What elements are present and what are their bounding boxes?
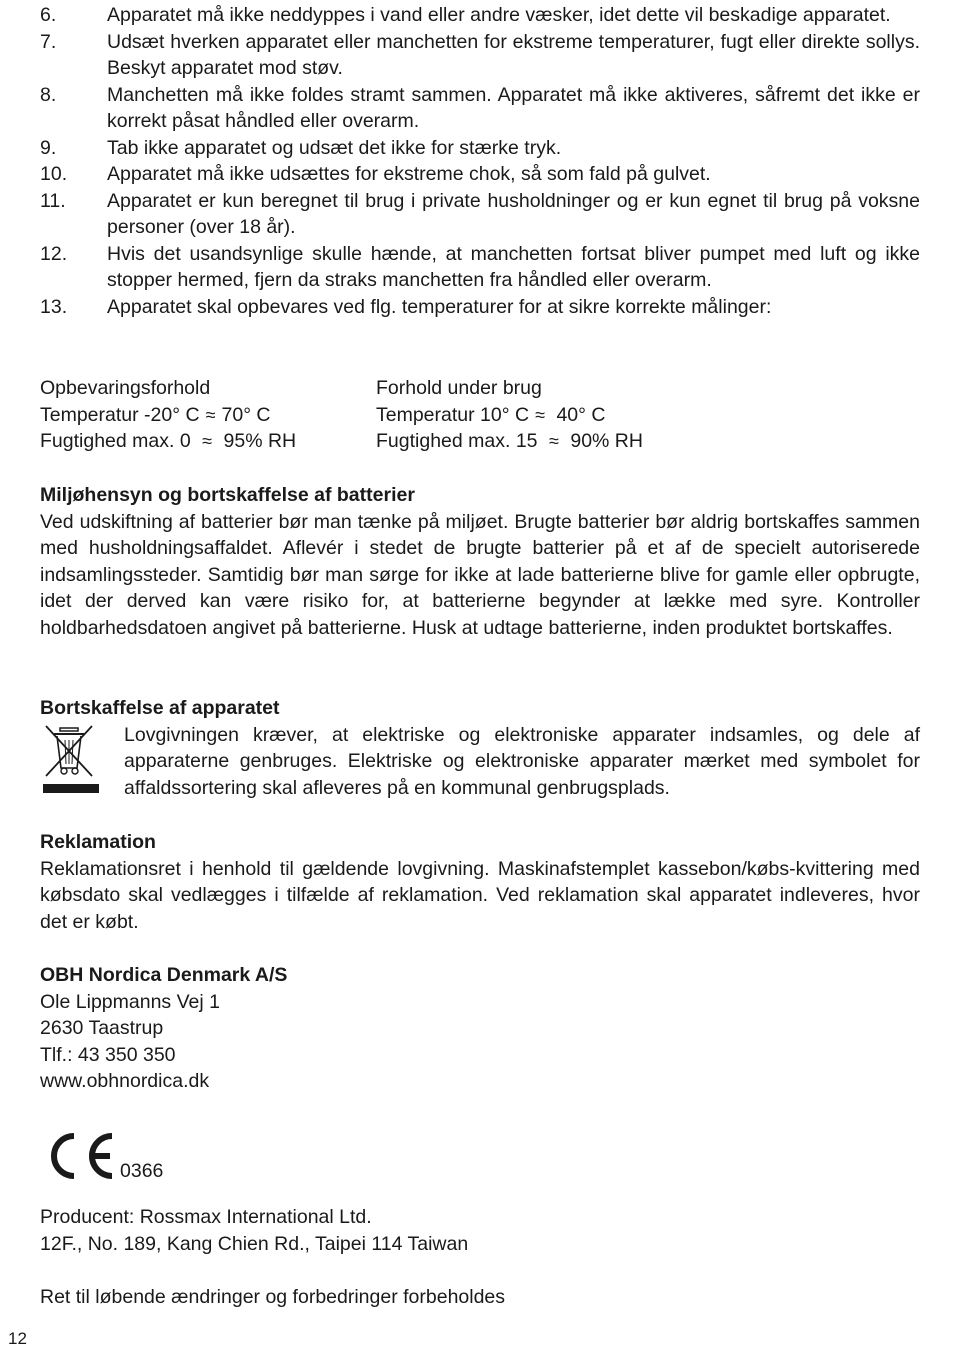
producer-address: 12F., No. 189, Kang Chien Rd., Taipei 114 Taiwan [40, 1232, 469, 1255]
list-item-number: 6. [40, 4, 57, 26]
approx-symbol: ≈ [205, 404, 216, 425]
complaint-text: Reklamationsret i henhold til gældende lovgivning. Maskinafstemplet kassebon/købs-kvittering med købsdato skal vedlægges i tilfælde af reklamation. Ved reklamation skal apparatet indleveres, hvor det er købt. [40, 857, 920, 933]
producer-info [40, 1204, 920, 1257]
operating-temperature [376, 402, 643, 429]
list-item-number: 13. [40, 295, 68, 318]
operating-title: Forhold under brug [376, 377, 542, 399]
list-item [40, 82, 920, 135]
list-item-text: Apparatet er kun beregnet til brug i private husholdninger og er kun egnet til brug på voksne personer (over 18 år). [107, 189, 920, 238]
list-item-text: Hvis det usandsynlige skulle hænde, at manchetten fortsat bliver pumpet med luft og ikke stopper hermed, fjern da straks manchetten fra håndled eller overarm. [107, 242, 920, 291]
approx-symbol: ≈ [535, 404, 545, 425]
list-item [40, 294, 920, 321]
list-item-number: 12. [40, 242, 68, 265]
storage-temp-min: Temperatur -20° C [40, 403, 200, 426]
list-item [40, 241, 920, 294]
disposal-text: Lovgivningen kræver, at elektriske og elektroniske apparater indsamles, og dele af apparaterne genbruges. Elektriske og elektroniske apparater mærket med symbolet for affaldssortering skal afleveres på en kommunal genbrugsplads. [124, 723, 920, 799]
storage-conditions-column [40, 375, 296, 455]
environment-heading: Miljøhensyn og bortskaffelse af batterier [40, 484, 415, 506]
operating-temp-max: 40° C [556, 403, 606, 426]
company-name: OBH Nordica Denmark A/S [40, 964, 288, 986]
ce-notified-body-code: 0366 [120, 1160, 164, 1182]
list-item-text: Manchetten må ikke foldes stramt sammen. Apparatet må ikke aktiveres, såfremt det ikke er korrekt påsat håndled eller overarm. [107, 83, 920, 132]
company-phone: Tlf.: 43 350 350 [40, 1043, 176, 1066]
list-item-text: Apparatet skal opbevares ved flg. temperaturer for at sikre korrekte målinger: [107, 295, 772, 318]
disposal-heading: Bortskaffelse af apparatet [40, 697, 280, 719]
list-item-number: 10. [40, 163, 68, 185]
storage-temperature [40, 402, 296, 429]
page-number: 12 [8, 1329, 27, 1348]
storage-title: Opbevaringsforhold [40, 377, 211, 399]
storage-temp-max: 70° C [221, 403, 271, 426]
disposal-section [40, 695, 920, 802]
environment-text: Ved udskiftning af batterier bør man tænke på miljøet. Brugte batterier bør aldrig bortskaffes sammen med husholdningsaffaldet. Aflevér i stedet de brugte batterier på et af de specielt autoriserede indsamlingssteder. Samtidig bør man sørge for ikke at lade batterierne blive for gamle eller opbrugte, idet der derved kan være risiko for, at batterierne begynder at lække med syre. Kontroller holdbarhedsdatoen angivet på batterierne. Husk at udtage batterierne, inden produktet bortskaffes. [40, 510, 920, 639]
list-item-number: 8. [40, 83, 57, 106]
environment-section [40, 482, 920, 641]
operating-hum-max: 90% RH [570, 430, 643, 452]
operating-hum-min: Fugtighed max. 15 [376, 430, 538, 452]
weee-crossed-bin-icon [40, 722, 124, 802]
storage-humidity [40, 428, 296, 455]
producer-line: Producent: Rossmax International Ltd. [40, 1206, 372, 1228]
company-address [40, 962, 920, 1095]
list-item [40, 188, 920, 241]
operating-temp-min: Temperatur 10° C [376, 403, 530, 426]
approx-symbol: ≈ [548, 431, 559, 451]
disclaimer: Ret til løbende ændringer og forbedringer forbeholdes [40, 1286, 506, 1308]
complaint-section [40, 829, 920, 935]
list-item [40, 29, 920, 82]
list-item-text: Udsæt hverken apparatet eller manchetten for ekstreme temperaturer, fugt eller direkte sollys. Beskyt apparatet mod støv. [107, 30, 920, 79]
company-street: Ole Lippmanns Vej 1 [40, 990, 220, 1013]
company-city: 2630 Taastrup [40, 1017, 164, 1039]
operating-conditions-column [376, 375, 643, 455]
safety-list [40, 2, 920, 320]
list-item-text: Apparatet må ikke udsættes for ekstreme chok, så som fald på gulvet. [107, 163, 711, 185]
approx-symbol: ≈ [202, 431, 213, 451]
list-item-number: 7. [40, 30, 57, 53]
list-item-number: 9. [40, 136, 57, 159]
list-item [40, 135, 920, 162]
complaint-heading: Reklamation [40, 831, 156, 853]
list-item-text: Apparatet må ikke neddyppes i vand eller andre væsker, idet dette vil beskadige apparatet. [107, 4, 891, 26]
operating-humidity [376, 428, 643, 455]
storage-hum-min: Fugtighed max. 0 [40, 430, 191, 452]
list-item-text: Tab ikke apparatet og udsæt det ikke for stærke tryk. [107, 136, 562, 159]
list-item-number: 11. [40, 189, 66, 212]
list-item [40, 161, 920, 188]
storage-hum-max: 95% RH [223, 430, 297, 452]
disposal-body [40, 722, 920, 802]
company-website: www.obhnordica.dk [40, 1070, 210, 1092]
list-item [40, 2, 920, 29]
